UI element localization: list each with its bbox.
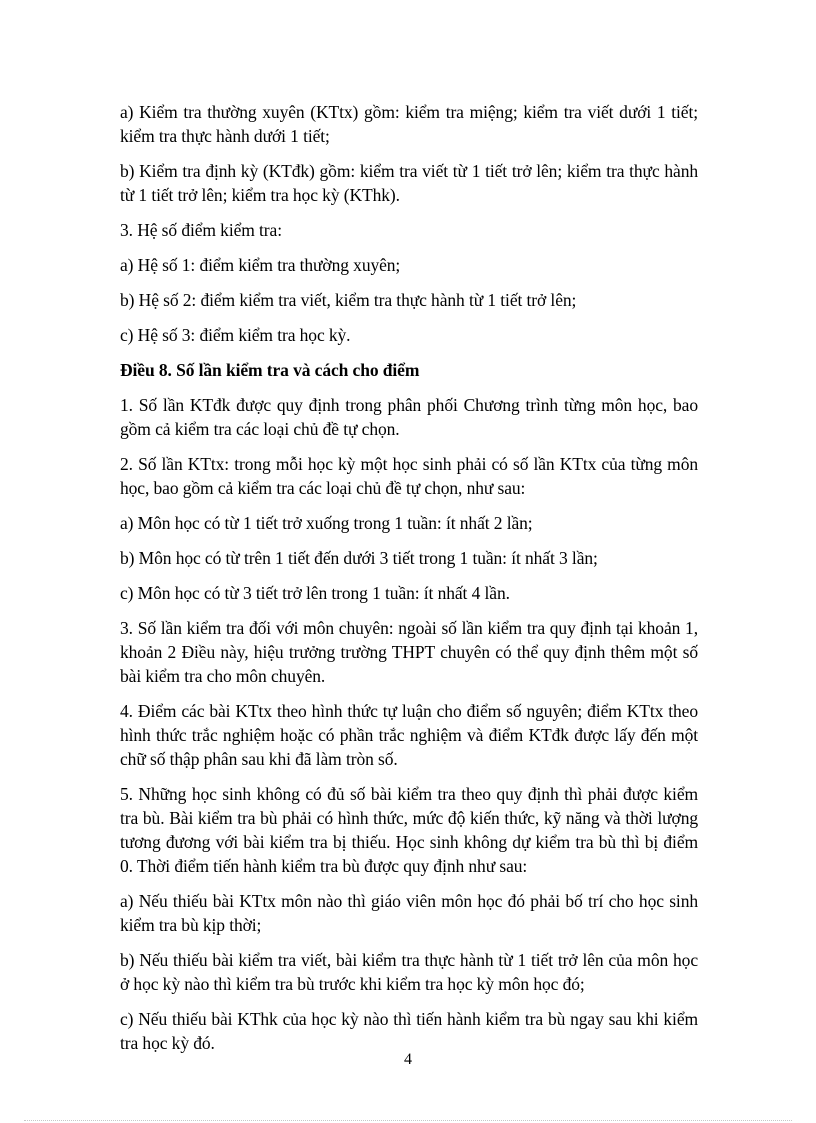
paragraph-clause-3: 3. Số lần kiểm tra đối với môn chuyên: ngoài số lần kiểm tra quy định tại khoản 1, khoản 2 Điều này, hiệu trưởng trường THPT chuyên có thể quy định thêm một số bài kiểm tra cho môn chuyên. (120, 618, 698, 686)
page-body (120, 100, 698, 1066)
article-8-heading: Điều 8. Số lần kiểm tra và cách cho điểm (120, 360, 420, 380)
paragraph-he-so-3: c) Hệ số 3: điểm kiểm tra học kỳ. (120, 325, 351, 345)
paragraph-he-so-heading: 3. Hệ số điểm kiểm tra: (120, 220, 282, 240)
paragraph-clause-5: 5. Những học sinh không có đủ số bài kiểm tra theo quy định thì phải được kiểm tra bù. Bài kiểm tra bù phải có hình thức, mức độ kiến thức, kỹ năng và thời lượng tương đương với bài kiểm tra bị thiếu. Học sinh không dự kiểm tra bù thì bị điểm 0. Thời điểm tiến hành kiểm tra bù được quy định như sau: (120, 784, 698, 876)
paragraph-clause-5a: a) Nếu thiếu bài KTtx môn nào thì giáo viên môn học đó phải bố trí cho học sinh kiểm tra bù kịp thời; (120, 891, 698, 935)
paragraph-clause-2a: a) Môn học có từ 1 tiết trở xuống trong 1 tuần: ít nhất 2 lần; (120, 513, 533, 533)
paragraph-clause-2b: b) Môn học có từ trên 1 tiết đến dưới 3 tiết trong 1 tuần: ít nhất 3 lần; (120, 548, 598, 568)
paragraph-clause-5c: c) Nếu thiếu bài KThk của học kỳ nào thì tiến hành kiểm tra bù ngay sau khi kiểm tra học kỳ đó. (120, 1009, 698, 1053)
paragraph-ktdk: b) Kiểm tra định kỳ (KTđk) gồm: kiểm tra viết từ 1 tiết trở lên; kiểm tra thực hành từ 1 tiết trở lên; kiểm tra học kỳ (KThk). (120, 161, 698, 205)
paragraph-he-so-2: b) Hệ số 2: điểm kiểm tra viết, kiểm tra thực hành từ 1 tiết trở lên; (120, 290, 577, 310)
paragraph-clause-2c: c) Môn học có từ 3 tiết trở lên trong 1 tuần: ít nhất 4 lần. (120, 583, 510, 603)
page-bottom-divider (24, 1120, 792, 1121)
page-number: 4 (404, 1051, 412, 1068)
paragraph-clause-1: 1. Số lần KTđk được quy định trong phân phối Chương trình từng môn học, bao gồm cả kiểm tra các loại chủ đề tự chọn. (120, 395, 698, 439)
paragraph-clause-2: 2. Số lần KTtx: trong mỗi học kỳ một học sinh phải có số lần KTtx của từng môn học, bao gồm cả kiểm tra các loại chủ đề tự chọn, như sau: (120, 454, 698, 498)
paragraph-clause-5b: b) Nếu thiếu bài kiểm tra viết, bài kiểm tra thực hành từ 1 tiết trở lên của môn học ở học kỳ nào thì kiểm tra bù trước khi kiểm tra học kỳ môn học đó; (120, 950, 698, 994)
paragraph-kttx: a) Kiểm tra thường xuyên (KTtx) gồm: kiểm tra miệng; kiểm tra viết dưới 1 tiết; kiểm tra thực hành dưới 1 tiết; (120, 102, 698, 146)
paragraph-he-so-1: a) Hệ số 1: điểm kiểm tra thường xuyên; (120, 255, 401, 275)
paragraph-clause-4: 4. Điểm các bài KTtx theo hình thức tự luận cho điểm số nguyên; điểm KTtx theo hình thức trắc nghiệm hoặc có phần trắc nghiệm và điểm KTđk được lấy đến một chữ số thập phân sau khi đã làm tròn số. (120, 701, 698, 769)
